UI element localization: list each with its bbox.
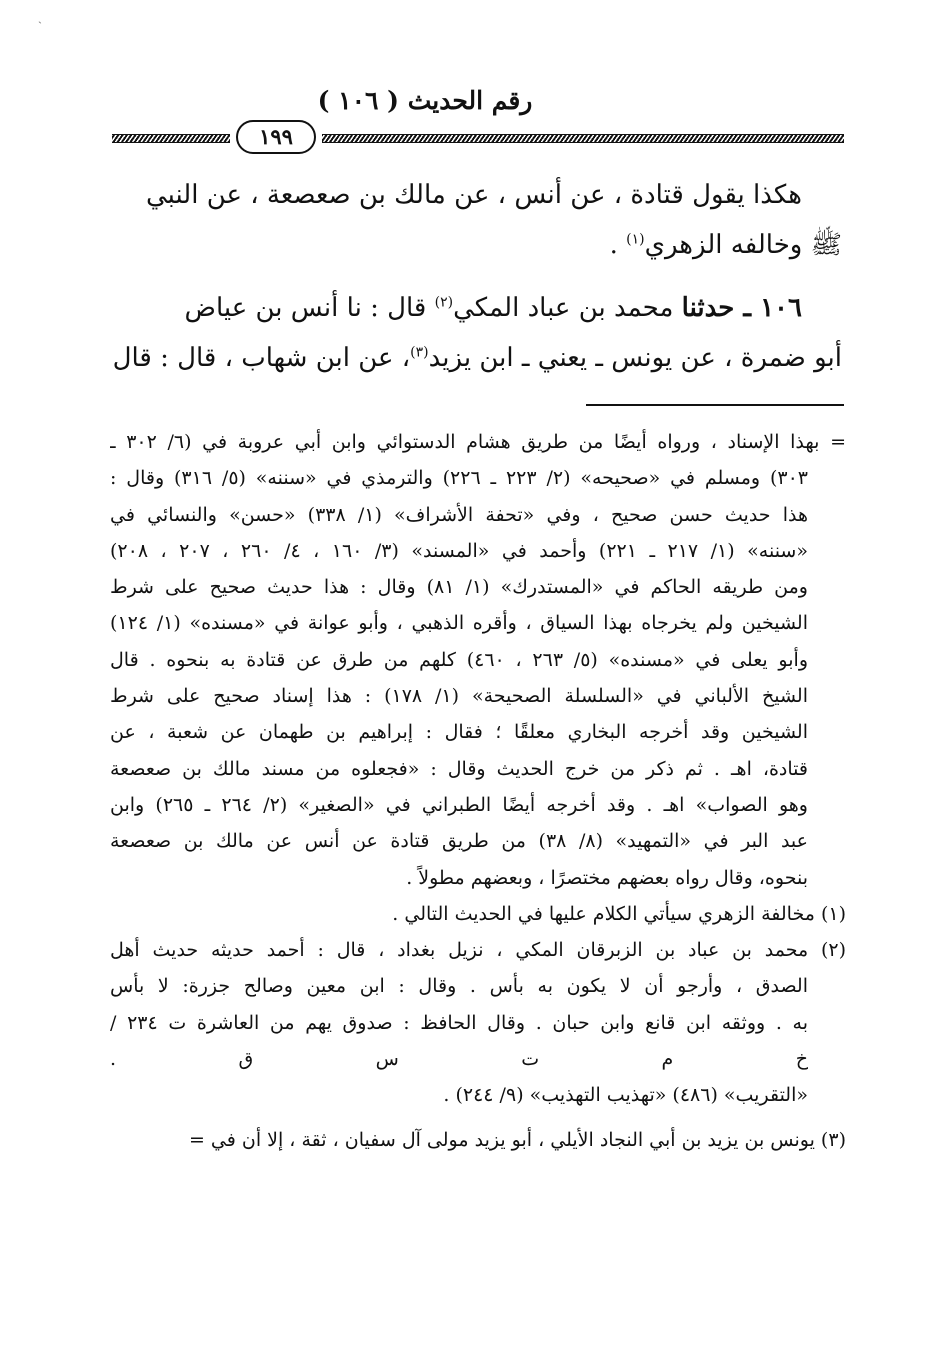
footnote-ref: (٢) xyxy=(434,294,454,311)
footnote-line: «سننه» (١/ ٢١٧ ـ ٢٢١) وأحمد في «المسند» (٣/ ١٦٠ ، ٤/ ٢٦٠ ، ٢٠٧ ، ٢٠٨) xyxy=(110,539,808,562)
page-number-badge: ١٩٩ xyxy=(236,120,316,154)
footnote-2 xyxy=(110,932,846,1113)
main-line xyxy=(108,283,842,333)
footnote-line: خ م ت س ق . xyxy=(110,1048,808,1071)
footnote-line: بنحوه، وقال رواه بعضهم مختصرًا ، وبعضهم مطولاً . xyxy=(406,866,808,889)
footnote-line: وأبو يعلى في «مسنده» (٥/ ٢٦٣ ، ٤٦٠) كلهم من طرق عن قتادة به بنحوه . قال xyxy=(110,648,808,671)
footnote-ref: (٣) xyxy=(410,344,429,361)
main-line xyxy=(108,333,842,383)
main-text-segment: . xyxy=(609,230,627,260)
main-text-segment: ، عن ابن شهاب ، قال : قال xyxy=(112,343,411,373)
hadith-number: ١٠٦ ـ حدثنا xyxy=(681,293,802,323)
main-line xyxy=(108,220,842,270)
footnote-line: الشيخ الألباني في «السلسلة الصحيحة» (١/ ١٧٨) : هذا إسناد صحيح على شرط xyxy=(110,685,808,708)
footnote-line: قتادة، اهـ . ثم ذكر من خرج الحديث وقال : «فجعلوه من مسند مالك بن صعصعة xyxy=(110,757,808,780)
footnotes xyxy=(110,424,846,1158)
footnote-line: ومن طريقه الحاكم في «المستدرك» (١/ ٨١) وقال : هذا حديث صحيح على شرط xyxy=(110,576,808,599)
footnote-line: الشيخين ولم يخرجاه بهذا السياق ، وأقره الذهبي ، وأبو عوانة في «مسنده» (١/ ١٢٤) xyxy=(110,612,808,635)
page-header-title: رقم الحديث ( ١٠٦ ) xyxy=(317,86,533,115)
header-rule-left xyxy=(112,134,230,143)
main-text-segment: ﷺ وخالفه الزهري xyxy=(644,230,842,260)
footnote-1: (١) مخالفة الزهري سيأتي الكلام عليها في الحديث التالي . xyxy=(392,902,846,925)
main-text-segment: أبو ضمرة ، عن يونس ـ يعني ـ ابن يزيد xyxy=(428,343,842,373)
main-paragraph-2 xyxy=(108,283,842,383)
footnote-line: ٣٠٣) ومسلم في «صحيحه» (٢/ ٢٢٣ ـ ٢٢٦) والترمذي في «سننه» (٥/ ٣١٦) وقال : xyxy=(110,467,808,490)
footnote-ref: (١) xyxy=(626,231,645,248)
footnote-line: «التقريب» (٤٨٦) «تهذيب التهذيب» (٩/ ٢٤٤) . xyxy=(443,1084,808,1107)
footnote-line: وهو الصواب» اهـ . وقد أخرجه أيضًا الطبراني في «الصغير» (٢/ ٢٦٤ ـ ٢٦٥) وابن xyxy=(110,793,808,816)
corner-mark: ˏ xyxy=(38,10,42,24)
footnote-separator xyxy=(586,404,844,406)
footnote-line: هذا حديث حسن صحيح ، وفي «تحفة الأشراف» (١/ ٣٣٨) «حسن» والنسائي في xyxy=(110,503,808,526)
main-line: هكذا يقول قتادة ، عن أنس ، عن مالك بن صعصعة ، عن النبي xyxy=(145,180,802,210)
main-paragraph-1 xyxy=(108,170,842,270)
footnote-line: الصدق ، وأرجو أن لا يكون به بأس . وقال : ابن معين وصالح جزرة: لا بأس xyxy=(110,975,808,998)
footnote-line: به . ووثقه ابن قانع وابن حبان . وقال الحافظ : صدوق يهم من العاشرة ت ٢٣٤ / xyxy=(110,1011,808,1034)
footnote-line: = بهذا الإسناد ، ورواه أيضًا من طريق هشام الدستوائي وابن أبي عروبة في (٦/ ٣٠٢ ـ xyxy=(110,431,846,453)
header-rule-right xyxy=(322,134,844,143)
footnote-line: (٢) محمد بن عباد بن الزبرقان المكي ، نزيل بغداد ، قال : أحمد حديثه حديث أهل xyxy=(110,939,846,962)
footnote-line: الشيخين وقد أخرجه البخاري معلقًا ؛ فقال : إبراهيم بن طهمان عن شعبة ، عن xyxy=(110,721,808,744)
footnote-line: عبد البر في «التمهيد» (٨/ ٣٨) من طريق قتادة عن أنس عن مالك بن صعصعة xyxy=(110,830,808,853)
main-text-segment: محمد بن عباد المكي xyxy=(453,293,682,323)
footnote-3: (٣) يونس بن يزيد بن أبي النجاد الأيلي ، أبو يزيد مولى آل سفيان ، ثقة ، إلا أن في = xyxy=(188,1128,846,1151)
footnote-continuation xyxy=(110,424,846,896)
main-text-segment: قال : نا أنس بن عياض xyxy=(184,293,435,323)
